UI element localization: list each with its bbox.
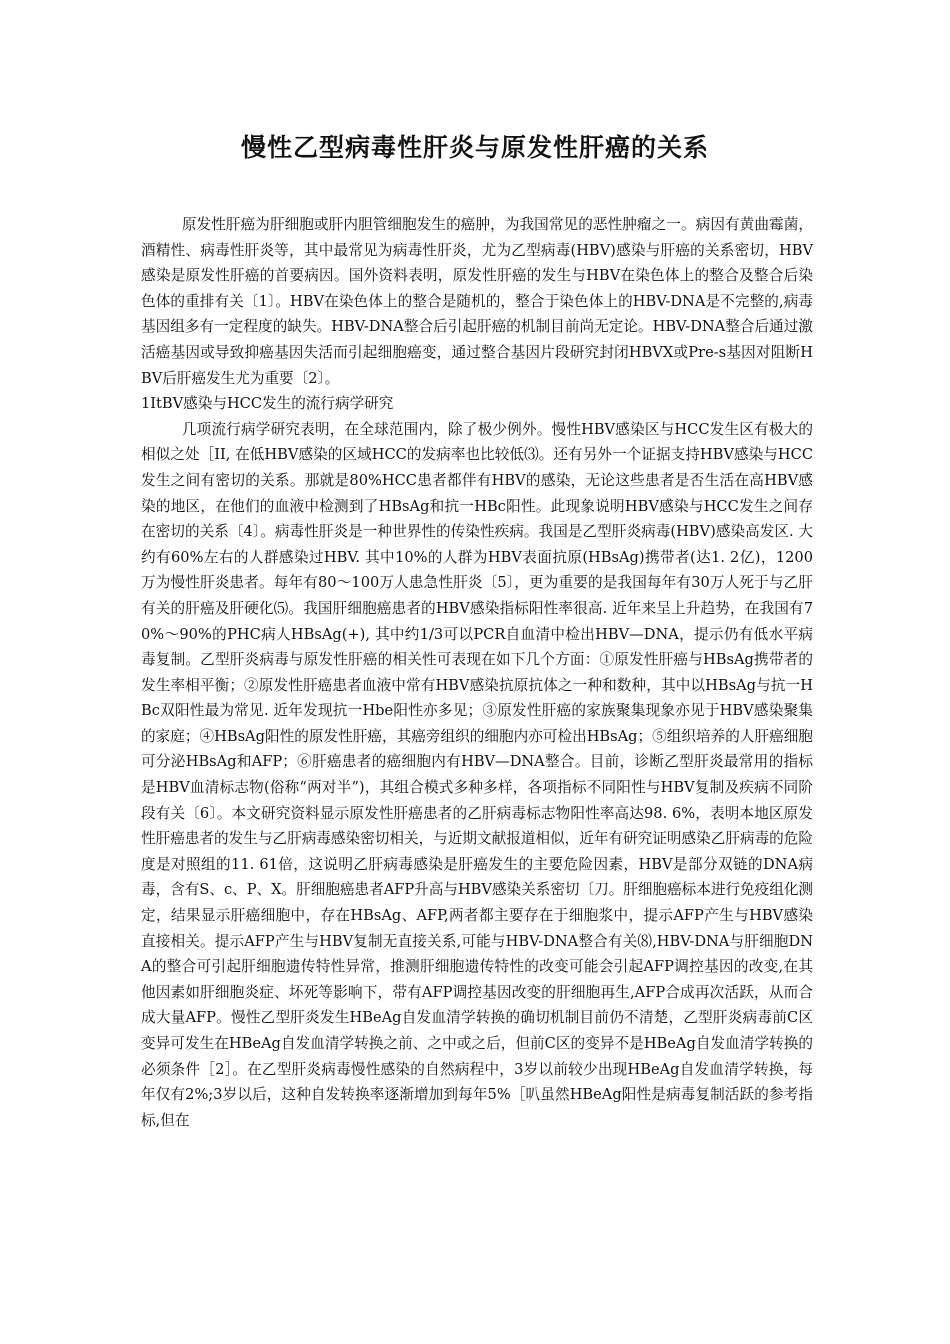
document-title: 慢性乙型病毒性肝炎与原发性肝癌的关系 <box>240 132 709 162</box>
section-heading: 1ItBV感染与HCC发生的流行病学研究 <box>141 395 394 413</box>
document-body <box>141 212 813 1133</box>
epidemiology-paragraph: 几项流行病学研究表明，在全球范围内，除了极少例外。慢性HBV感染区与HCC发生区有极大的相似之处［II, 在低HBV感染的区域HCC的发病率也比较低⑶。还有另外一个证据支持HBV感染与HCC发生之间有密切的关系。那就是80%HCC患者都伴有HBV的感染，无论这些患者是否生活在高HBV感染的地区，在他们的血液中检测到了HBsAg和抗一HBc阳性。此现象说明HBV感染与HCC发生之间存在密切的关系〔4〕。病毒性肝炎是一种世界性的传染性疾病。我国是乙型肝炎病毒(HBV)感染高发区. 大约有60%左右的人群感染过HBV. 其中10%的人群为HBV表面抗原(HBsAg)携带者(达1. 2亿)，1200万为慢性肝炎患者。每年有80〜100万人患急性肝炎〔5〕，更为重要的是我国每年有30万人死于与乙肝有关的肝癌及肝硬化⑸。我国肝细胞癌患者的HBV感染指标阳性率很高. 近年来呈上升趋势，在我国有70%〜90%的PHC病人HBsAg(+), 其中约1/3可以PCR自血清中检出HBV—DNA，提示仍有低水平病毒复制。乙型肝炎病毒与原发性肝癌的相关性可表现在如下几个方面：①原发性肝癌与HBsAg携带者的发生率相平衡；②原发性肝癌患者血液中常有HBV感染抗原抗体之一种和数种，其中以HBsAg与抗一HBc双阳性最为常见. 近年发现抗一Hbe阳性亦多见；③原发性肝癌的家族聚集现象亦见于HBV感染聚集的家庭；④HBsAg阳性的原发性肝癌，其癌旁组织的细胞内亦可检出HBsAg；⑤组织培养的人肝癌细胞可分泌HBsAg和AFP；⑥肝癌患者的癌细胞内有HBV—DNA整合。目前，诊断乙型肝炎最常用的指标是HBV血清标志物(俗称“两对半”)，其组合模式多种多样，各项指标不同阳性与HBV复制及疾病不同阶段有关〔6〕。本文研究资料显示原发性肝癌患者的乙肝病毒标志物阳性率高达98. 6%，表明本地区原发性肝癌患者的发生与乙肝病毒感染密切相关，与近期文献报道相似，近年有研究证明感染乙肝病毒的危险度是对照组的11. 61倍，这说明乙肝病毒感染是肝癌发生的主要危险因素，HBV是部分双链的DNA病毒，含有S、c、P、X。肝细胞癌患者AFP升高与HBV感染关系密切〔刀。肝细胞癌标本进行免疫组化测定，结果显示肝癌细胞中，存在HBsAg、AFP,两者都主要存在于细胞浆中，提示AFP产生与HBV感染直接相关。提示AFP产生与HBV复制无直接关系,可能与HBV-DNA整合有关⑻,HBV-DNA与肝细胞DNA的整合可引起肝细胞遗传特性异常，推测肝细胞遗传特性的改变可能会引起AFP调控基因的改变,在其他因素如肝细胞炎症、坏死等影响下，带有AFP调控基因改变的肝细胞再生,AFP合成再次活跃，从而合成大量AFP。慢性乙型肝炎发生HBeAg自发血清学转换的确切机制目前仍不清楚，乙型肝炎病毒前C区变异可发生在HBeAg自发血清学转换之前、之中或之后，但前C区的变异不是HBeAg自发血清学转换的必须条件［2］。在乙型肝炎病毒慢性感染的自然病程中，3岁以前较少出现HBeAg自发血清学转换，每年仅有2%;3岁以后，这种自发转换率逐渐增加到每年5%［叭虽然HBeAg阳性是病毒复制活跃的参考指标,但在 <box>141 420 814 1129</box>
intro-paragraph: 原发性肝癌为肝细胞或肝内胆管细胞发生的癌肿，为我国常见的恶性肿瘤之一。病因有黄曲霉菌，酒精性、病毒性肝炎等，其中最常见为病毒性肝炎，尤为乙型病毒(HBV)感染与肝癌的关系密切，HBV感染是原发性肝癌的首要病因。国外资料表明，原发性肝癌的发生与HBV在染色体上的整合及整合后染色体的重排有关〔1〕。HBV在染色体上的整合是随机的，整合于染色体上的HBV-DNA是不完整的,病毒基因组多有一定程度的缺失。HBV-DNA整合后引起肝癌的机制目前尚无定论。HBV-DNA整合后通过激活癌基因或导致抑癌基因失活而引起细胞癌变，通过整合基因片段研究封闭HBVX或Pre-s基因对阻断HBV后肝癌发生尤为重要〔2〕。 <box>141 216 813 387</box>
